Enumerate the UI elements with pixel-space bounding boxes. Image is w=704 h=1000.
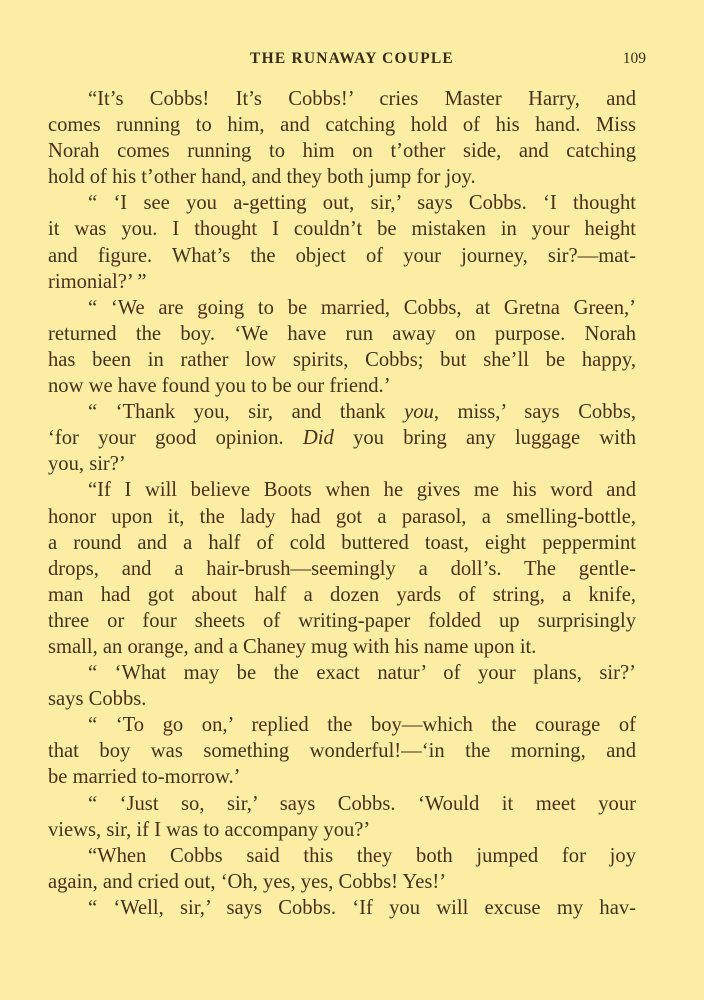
text-line: has been in rather low spirits, Cobbs; but she’ll be happy, xyxy=(48,348,636,371)
text-line: “ ‘I see you a-getting out, sir,’ says Cobbs. ‘I thought xyxy=(88,192,636,215)
text-line: it was you. I thought I couldn’t be mistaken in your height xyxy=(48,218,636,241)
text-line: three or four sheets of writing-paper folded up surprisingly xyxy=(48,609,636,632)
text-line: “ ‘What may be the exact natur’ of your plans, sir?’ xyxy=(88,662,636,685)
text-line: you, sir?’ xyxy=(48,453,126,476)
text-line: “ ‘Just so, sir,’ says Cobbs. ‘Would it meet your xyxy=(88,792,636,815)
text-line: man had got about half a dozen yards of string, a knife, xyxy=(48,583,636,606)
text-line: “ ‘Thank you, sir, and thank you, miss,’ says Cobbs, xyxy=(88,401,636,424)
text-line: “When Cobbs said this they both jumped for joy xyxy=(88,844,636,867)
text-line: ‘for your good opinion. Did you bring any luggage with xyxy=(48,427,636,450)
text-line: rimonial?’ ” xyxy=(48,270,147,293)
text-line: “ ‘To go on,’ replied the boy—which the courage of xyxy=(88,714,636,737)
text-line: honor upon it, the lady had got a parasol, a smelling-bottle, xyxy=(48,505,636,528)
running-title: THE RUNAWAY COUPLE xyxy=(250,50,454,67)
text-line: be married to-morrow.’ xyxy=(48,766,241,789)
running-head xyxy=(0,50,704,74)
text-line: again, and cried out, ‘Oh, yes, yes, Cobbs! Yes!’ xyxy=(48,870,447,893)
text-line: and figure. What’s the object of your journey, sir?—mat- xyxy=(48,244,636,267)
page-number: 109 xyxy=(622,50,646,67)
text-line: returned the boy. ‘We have run away on purpose. Norah xyxy=(48,322,636,345)
text-line: “It’s Cobbs! It’s Cobbs!’ cries Master Harry, and xyxy=(88,88,636,110)
text-line: small, an orange, and a Chaney mug with his name upon it. xyxy=(48,635,537,658)
text-line: now we have found you to be our friend.’ xyxy=(48,375,391,398)
text-line: views, sir, if I was to accompany you?’ xyxy=(48,818,371,841)
text-line: a round and a half of cold buttered toast, eight peppermint xyxy=(48,531,636,554)
text-line: “ ‘Well, sir,’ says Cobbs. ‘If you will excuse my hav- xyxy=(88,896,636,919)
text-line: Norah comes running to him on t’other side, and catching xyxy=(48,140,636,163)
text-line: “If I will believe Boots when he gives me his word and xyxy=(88,479,636,502)
text-line: says Cobbs. xyxy=(48,688,147,711)
text-line: that boy was something wonderful!—‘in the morning, and xyxy=(48,740,636,763)
text-line: comes running to him, and catching hold of his hand. Miss xyxy=(48,114,636,137)
text-line: “ ‘We are going to be married, Cobbs, at Gretna Green,’ xyxy=(88,296,636,319)
text-line: hold of his t’other hand, and they both jump for joy. xyxy=(48,166,476,189)
text-line: drops, and a hair-brush—seemingly a doll’s. The gentle- xyxy=(48,557,636,580)
body-text xyxy=(48,86,636,921)
